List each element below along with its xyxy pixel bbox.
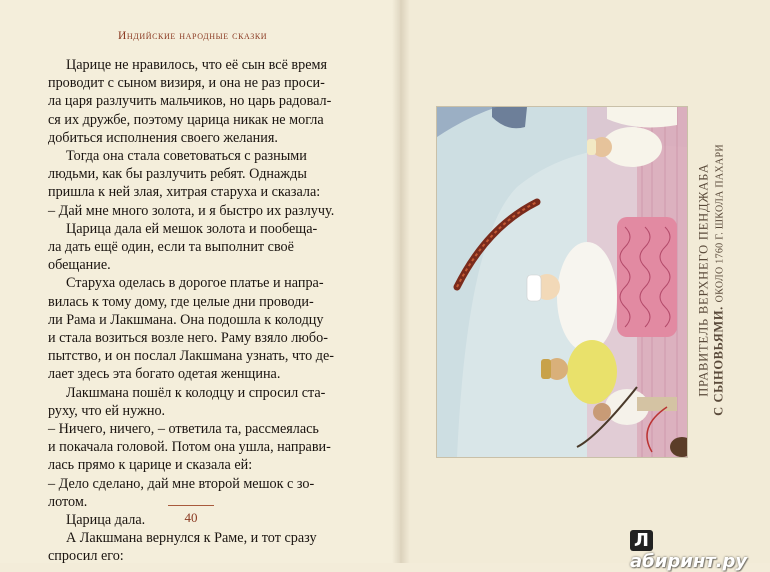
caption-line-1: ПРАВИТЕЛЬ ВЕРХНЕГО ПЕНДЖАБА [696, 163, 711, 397]
text-line: Царице не нравилось, что её сын всё время [66, 57, 328, 73]
book-gutter [392, 0, 410, 563]
watermark-text: абиринт.ру [630, 551, 748, 572]
text-line: Тогда она стала советоваться с разными [66, 148, 307, 165]
running-head: Индийские народные сказки [118, 30, 268, 42]
text-line: вилась к тому дому, где целые дни проводи- [48, 293, 314, 310]
text-line: ла царя разлучить мальчиков, но царь радовал- [48, 93, 332, 110]
text-line: пытство, и он послал Лакшмана узнать, что де- [48, 348, 334, 365]
text-line: спросил его: [48, 548, 124, 565]
folio-rule [168, 505, 214, 506]
caption-line-2-bold: С СЫНОВЬЯМИ. [711, 306, 726, 416]
page-number: 40 [184, 510, 198, 525]
text-line: руху, что ей нужно. [48, 402, 166, 419]
text-line: обещание. [48, 257, 111, 274]
text-line: Старуха оделась в дорогое платье и напра- [66, 275, 324, 292]
text-line: проводит с сыном визиря, и она не раз проси- [48, 75, 325, 92]
text-line: Лакшмана пошёл к колодцу и спросил ста- [66, 384, 326, 401]
illustration-caption [698, 100, 726, 460]
text-line: Царица дала ей мешок золота и пообеща- [66, 220, 318, 237]
labirint-watermark [630, 530, 770, 572]
text-line: – Ничего, ничего, – ответила та, рассмеялась [48, 421, 319, 438]
story-text [48, 56, 340, 566]
text-line: лотом. [48, 493, 88, 510]
text-line: лась прямо к царице и сказала ей: [48, 457, 253, 474]
text-line: и покачала головой. Потом она ушла, направи- [48, 439, 331, 456]
text-line: ли Рама и Лакшмана. Она подошла к колодцу [48, 311, 324, 328]
caption-line-2 [712, 100, 728, 460]
text-line: лает здесь эта богато одетая женщина. [48, 366, 281, 383]
text-line: и стала возиться возле него. Раму взяло любо- [48, 330, 328, 347]
text-line: ся их дружбе, поэтому царица никак не могла [48, 111, 324, 128]
miniature-painting [436, 106, 688, 458]
watermark-badge: Л [630, 530, 653, 551]
text-line: людьми, как бы разлучить ребят. Однажды [48, 166, 307, 183]
text-line: добиться исполнения своего желания. [48, 129, 278, 146]
text-line: Царица дала. [66, 512, 146, 529]
text-line: – Дело сделано, дай мне второй мешок с зо- [48, 475, 315, 492]
text-line: – Дай мне много золота, и я быстро их разлучу. [48, 202, 335, 219]
text-line: ла дать ещё один, если та выполнит своё [48, 239, 294, 256]
caption-line-2-small: ОКОЛО 1760 Г. ШКОЛА ПАХАРИ [714, 144, 726, 303]
painting-image [437, 107, 687, 457]
text-line: пришла к ней злая, хитрая старуха и сказала: [48, 184, 321, 201]
text-line: А Лакшмана вернулся к Раме, и тот сразу [66, 530, 317, 547]
